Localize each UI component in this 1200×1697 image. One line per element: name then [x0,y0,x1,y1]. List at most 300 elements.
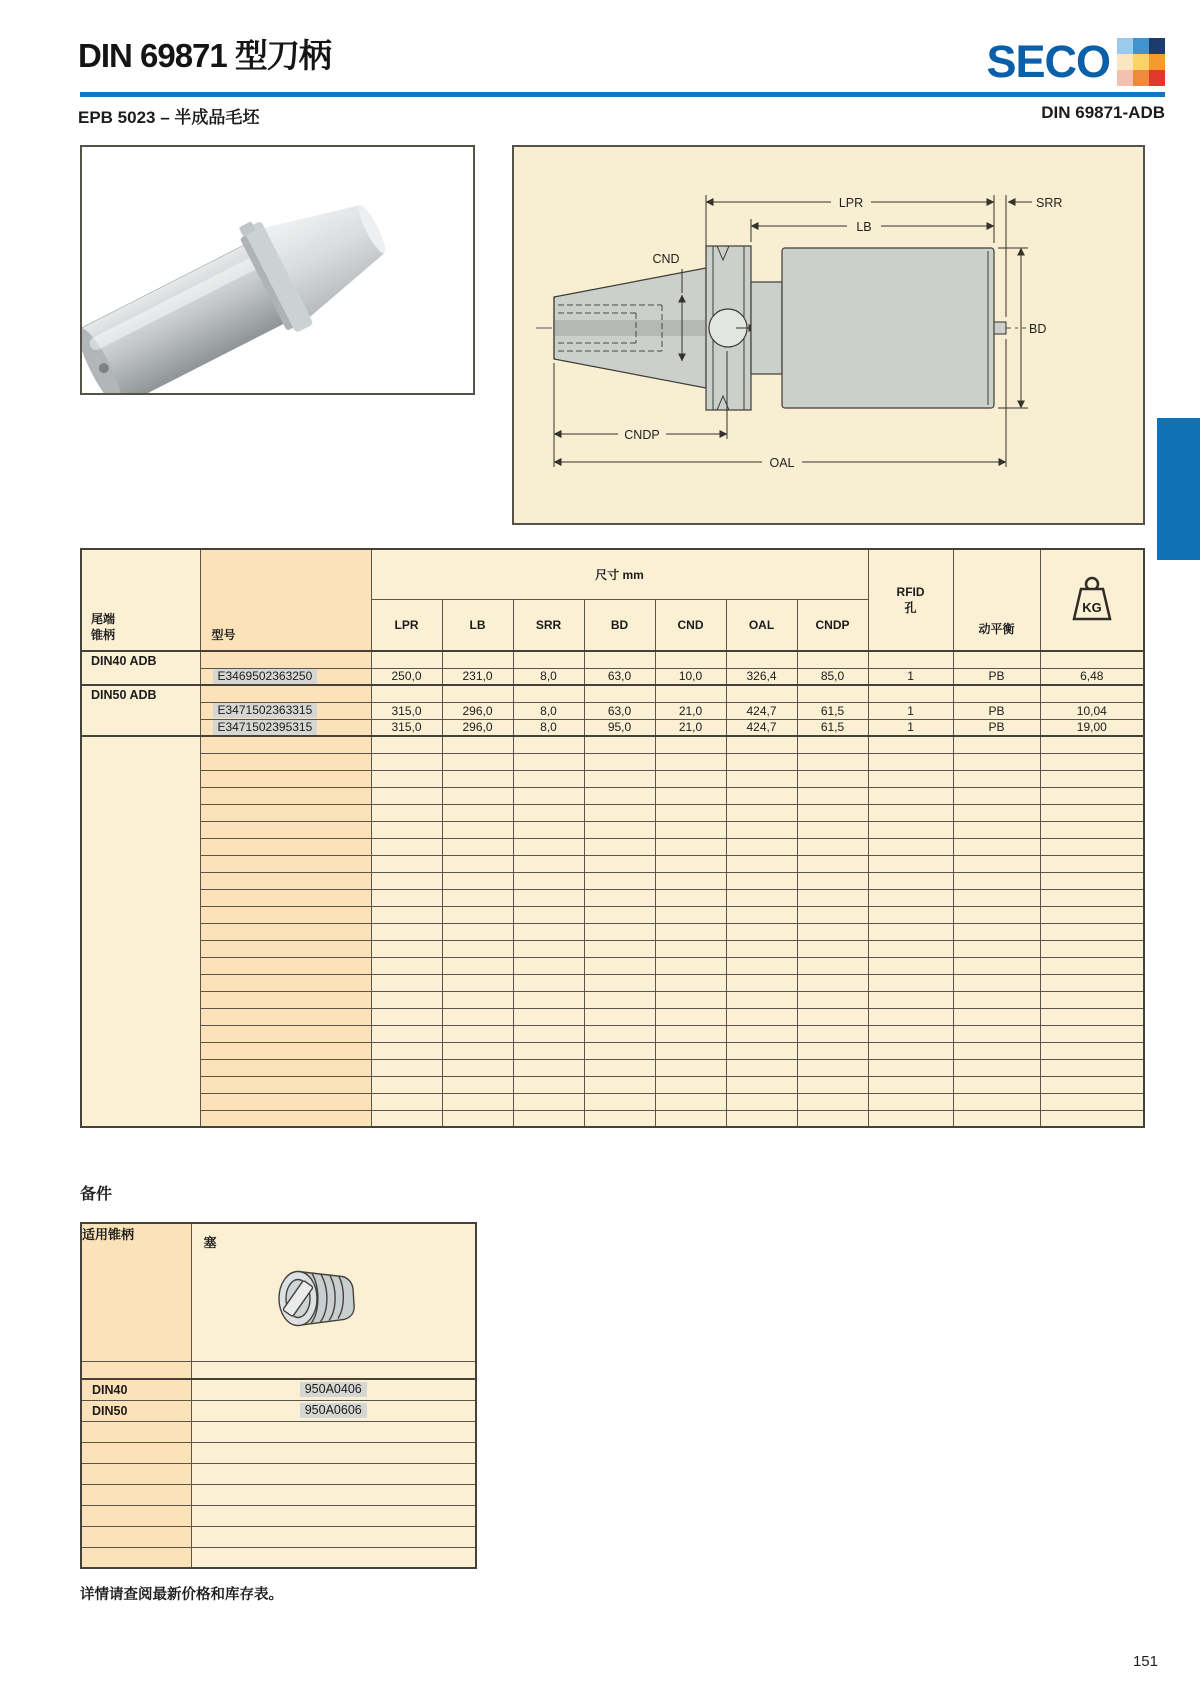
value-cell: 85,0 [797,668,868,685]
value-cell [868,1110,953,1127]
value-cell [655,940,726,957]
dim-label-bd: BD [1029,322,1047,336]
value-cell [655,736,726,753]
column-header-balance: 动平衡 [953,549,1040,651]
value-cell [655,872,726,889]
spare-empty-cell [81,1484,191,1505]
value-cell [953,1093,1040,1110]
logo-grid-square [1149,70,1165,86]
value-cell [655,804,726,821]
value-cell [442,1059,513,1076]
value-cell [442,804,513,821]
spare-empty-cell [191,1463,476,1484]
value-cell [868,889,953,906]
table-row [81,923,1144,940]
value-cell [584,1059,655,1076]
value-cell [371,957,442,974]
technical-drawing [512,145,1145,525]
value-cell [655,787,726,804]
table-row [81,1379,476,1400]
value-cell [584,1093,655,1110]
value-cell [868,923,953,940]
value-cell [797,736,868,753]
seco-logo-grid-icon [1117,38,1165,86]
value-cell [868,991,953,1008]
value-cell [797,889,868,906]
value-cell: 8,0 [513,719,584,736]
table-row [81,1076,1144,1093]
value-cell [797,1059,868,1076]
spare-empty-cell [191,1442,476,1463]
spare-empty-cell [81,1463,191,1484]
value-cell [868,651,953,668]
table-row [81,753,1144,770]
spare-empty-cell [81,1361,191,1379]
table-row [81,1042,1144,1059]
column-header-lpr: LPR [371,599,442,651]
value-cell [868,753,953,770]
column-header-shank [81,549,200,651]
model-cell [200,685,371,702]
model-cell [200,1025,371,1042]
value-cell [655,1076,726,1093]
value-cell [726,957,797,974]
table-row [81,1547,476,1568]
value-cell [797,1110,868,1127]
table-row [81,1059,1144,1076]
value-cell [726,1093,797,1110]
column-header-cndp: CNDP [797,599,868,651]
dim-label-oal: OAL [769,456,795,470]
value-cell [371,1110,442,1127]
value-cell [513,821,584,838]
value-cell [584,736,655,753]
dim-label-cnd: CND [652,252,680,266]
footer-note: 详情请查阅最新价格和库存表。 [80,1587,283,1603]
value-cell [1040,736,1144,753]
value-cell [868,974,953,991]
column-header-bd: BD [584,599,655,651]
value-cell [726,838,797,855]
value-cell [953,991,1040,1008]
value-cell [1040,804,1144,821]
value-cell [953,1008,1040,1025]
table-row [81,719,1144,736]
value-cell: 8,0 [513,702,584,719]
section-side-tab [1157,418,1200,560]
value-cell [655,855,726,872]
value-cell [726,770,797,787]
value-cell [868,872,953,889]
value-cell [868,838,953,855]
value-cell [726,1025,797,1042]
value-cell [655,957,726,974]
main-product-table [80,548,1145,1128]
value-cell [513,1008,584,1025]
value-cell: 424,7 [726,702,797,719]
value-cell [953,923,1040,940]
value-cell: 424,7 [726,719,797,736]
value-cell [1040,1093,1144,1110]
value-cell [1040,957,1144,974]
value-cell [442,923,513,940]
spare-empty-cell [81,1442,191,1463]
table-row [81,1421,476,1442]
spare-empty-cell [81,1421,191,1442]
model-cell [200,889,371,906]
value-cell [953,1076,1040,1093]
value-cell [868,1059,953,1076]
value-cell: 250,0 [371,668,442,685]
value-cell: 1 [868,702,953,719]
table-row [81,1361,476,1379]
value-cell [726,872,797,889]
table-row [81,957,1144,974]
value-cell: 10,04 [1040,702,1144,719]
shank-header-line1: 尾端 [91,612,116,626]
value-cell [868,821,953,838]
value-cell [1040,685,1144,702]
standard-code: DIN 69871-ADB [1041,103,1165,122]
spare-empty-cell [81,1526,191,1547]
value-cell: PB [953,702,1040,719]
value-cell [953,906,1040,923]
value-cell: 61,5 [797,702,868,719]
value-cell [868,787,953,804]
value-cell [584,787,655,804]
value-cell [442,1093,513,1110]
logo-grid-square [1117,70,1133,86]
value-cell [868,957,953,974]
value-cell [953,651,1040,668]
value-cell [513,855,584,872]
value-cell [1040,889,1144,906]
table-row [81,1110,1144,1127]
spare-empty-cell [191,1421,476,1442]
column-header-cnd: CND [655,599,726,651]
value-cell [655,821,726,838]
value-cell [584,1025,655,1042]
value-cell [953,974,1040,991]
value-cell [797,1025,868,1042]
value-cell [513,685,584,702]
model-cell [200,787,371,804]
model-cell [200,719,371,736]
table-row [81,1093,1144,1110]
shank-group-label: DIN50 ADB [81,685,200,736]
table-row [81,821,1144,838]
value-cell [797,940,868,957]
value-cell [584,1110,655,1127]
table-row [81,889,1144,906]
value-cell: 1 [868,719,953,736]
value-cell [513,974,584,991]
table-header-row [81,549,1144,599]
table-row [81,1526,476,1547]
spare-empty-cell [191,1547,476,1568]
logo-grid-square [1149,38,1165,54]
table-row [81,736,1144,753]
value-cell [953,855,1040,872]
value-cell [371,974,442,991]
model-cell [200,974,371,991]
spare-header-row [81,1223,476,1361]
value-cell [953,1042,1040,1059]
model-cell [200,753,371,770]
value-cell [1040,991,1144,1008]
value-cell [726,1008,797,1025]
spare-plug-cell [191,1379,476,1400]
value-cell [371,1059,442,1076]
value-cell [513,787,584,804]
value-cell [371,991,442,1008]
value-cell [584,991,655,1008]
value-cell [584,685,655,702]
model-cell [200,821,371,838]
model-cell [200,923,371,940]
model-cell [200,804,371,821]
table-row [81,1442,476,1463]
part-number: E3471502363315 [213,703,318,718]
column-header-model: 型号 [200,549,371,651]
value-cell [797,872,868,889]
model-cell [200,1076,371,1093]
value-cell [726,923,797,940]
value-cell [513,770,584,787]
spare-shank-cell: DIN40 [81,1379,191,1400]
value-cell [868,685,953,702]
model-cell [200,770,371,787]
value-cell [371,872,442,889]
table-row [81,1400,476,1421]
value-cell: 6,48 [1040,668,1144,685]
value-cell [1040,821,1144,838]
model-cell [200,1093,371,1110]
value-cell [584,906,655,923]
model-cell [200,838,371,855]
value-cell [442,991,513,1008]
value-cell [584,821,655,838]
value-cell [584,957,655,974]
spare-empty-cell [191,1526,476,1547]
value-cell [584,889,655,906]
value-cell [797,1076,868,1093]
spare-plug-cell [191,1400,476,1421]
spare-parts-title: 备件 [80,1186,113,1203]
value-cell [442,821,513,838]
value-cell [371,940,442,957]
value-cell [726,753,797,770]
value-cell [868,1025,953,1042]
table-row [81,1505,476,1526]
value-cell [797,685,868,702]
value-cell: 63,0 [584,668,655,685]
value-cell [1040,923,1144,940]
page-number: 151 [1132,1653,1158,1670]
logo-grid-square [1149,54,1165,70]
value-cell: 296,0 [442,719,513,736]
value-cell [1040,770,1144,787]
value-cell [868,804,953,821]
value-cell [371,923,442,940]
dim-label-cndp: CNDP [624,428,660,442]
shank-cell [81,736,200,1127]
table-row [81,668,1144,685]
value-cell [584,855,655,872]
page-title: DIN 69871 型刀柄 [78,37,331,74]
value-cell: 1 [868,668,953,685]
value-cell [584,838,655,855]
value-cell [442,787,513,804]
value-cell [371,1008,442,1025]
value-cell: 315,0 [371,719,442,736]
model-cell [200,1008,371,1025]
value-cell [953,872,1040,889]
value-cell [513,889,584,906]
value-cell [797,770,868,787]
value-cell [726,1076,797,1093]
value-cell [371,1076,442,1093]
value-cell [953,804,1040,821]
shank-group-label: DIN40 ADB [81,651,200,685]
logo-grid-square [1133,38,1149,54]
table-row [81,872,1144,889]
model-cell [200,1042,371,1059]
logo-grid-square [1133,54,1149,70]
value-cell [513,1110,584,1127]
value-cell [868,906,953,923]
value-cell [442,940,513,957]
value-cell [442,1042,513,1059]
seco-logo [986,38,1165,86]
dim-label-srr: SRR [1036,196,1063,210]
tool-holder-photo [82,147,473,393]
value-cell [655,838,726,855]
value-cell [655,906,726,923]
value-cell [442,838,513,855]
value-cell [1040,1110,1144,1127]
value-cell [442,651,513,668]
value-cell [726,804,797,821]
value-cell [513,923,584,940]
table-row [81,804,1144,821]
part-number: 950A0406 [300,1382,367,1397]
dim-label-lb: LB [856,220,872,234]
value-cell [797,1008,868,1025]
value-cell [1040,940,1144,957]
value-cell [1040,1076,1144,1093]
value-cell [797,974,868,991]
value-cell [797,1093,868,1110]
weight-kg-icon [1069,575,1115,623]
value-cell [442,957,513,974]
value-cell [513,1093,584,1110]
value-cell: 21,0 [655,719,726,736]
value-cell [797,821,868,838]
value-cell [513,804,584,821]
value-cell [726,787,797,804]
value-cell [726,1042,797,1059]
value-cell [655,1110,726,1127]
value-cell [953,957,1040,974]
value-cell [442,974,513,991]
spare-column-header-plug: 塞 [191,1223,476,1361]
value-cell [1040,906,1144,923]
value-cell [797,991,868,1008]
value-cell [442,685,513,702]
value-cell [371,1093,442,1110]
value-cell [513,991,584,1008]
dim-label-lpr: LPR [838,196,864,210]
value-cell [953,821,1040,838]
value-cell [371,1025,442,1042]
model-cell [200,702,371,719]
column-header-rfid: RFID 孔 [868,549,953,651]
value-cell [953,753,1040,770]
value-cell [726,821,797,838]
value-cell [1040,872,1144,889]
value-cell [726,974,797,991]
value-cell [726,651,797,668]
value-cell [371,651,442,668]
table-row [81,1484,476,1505]
value-cell [584,753,655,770]
value-cell [797,753,868,770]
column-header-srr: SRR [513,599,584,651]
value-cell [584,770,655,787]
value-cell [1040,1042,1144,1059]
value-cell [513,1076,584,1093]
model-cell [200,668,371,685]
spare-empty-cell [191,1484,476,1505]
value-cell [726,906,797,923]
value-cell [371,787,442,804]
value-cell [655,1042,726,1059]
value-cell [584,974,655,991]
column-header-oal: OAL [726,599,797,651]
header-divider [80,92,1165,97]
value-cell [797,906,868,923]
table-row [81,685,1144,702]
spare-empty-cell [81,1547,191,1568]
value-cell: 21,0 [655,702,726,719]
value-cell [953,1059,1040,1076]
value-cell [868,940,953,957]
value-cell [726,685,797,702]
product-photo [80,145,475,395]
value-cell [868,1008,953,1025]
model-cell [200,855,371,872]
value-cell: 326,4 [726,668,797,685]
value-cell [584,940,655,957]
logo-grid-square [1117,38,1133,54]
value-cell [868,855,953,872]
spare-empty-cell [191,1505,476,1526]
logo-grid-square [1133,70,1149,86]
value-cell: 61,5 [797,719,868,736]
value-cell [655,770,726,787]
value-cell [442,753,513,770]
value-cell [726,889,797,906]
value-cell [1040,753,1144,770]
value-cell [1040,787,1144,804]
value-cell [442,855,513,872]
value-cell: PB [953,668,1040,685]
value-cell [442,1025,513,1042]
value-cell: 296,0 [442,702,513,719]
value-cell [655,974,726,991]
value-cell [953,940,1040,957]
